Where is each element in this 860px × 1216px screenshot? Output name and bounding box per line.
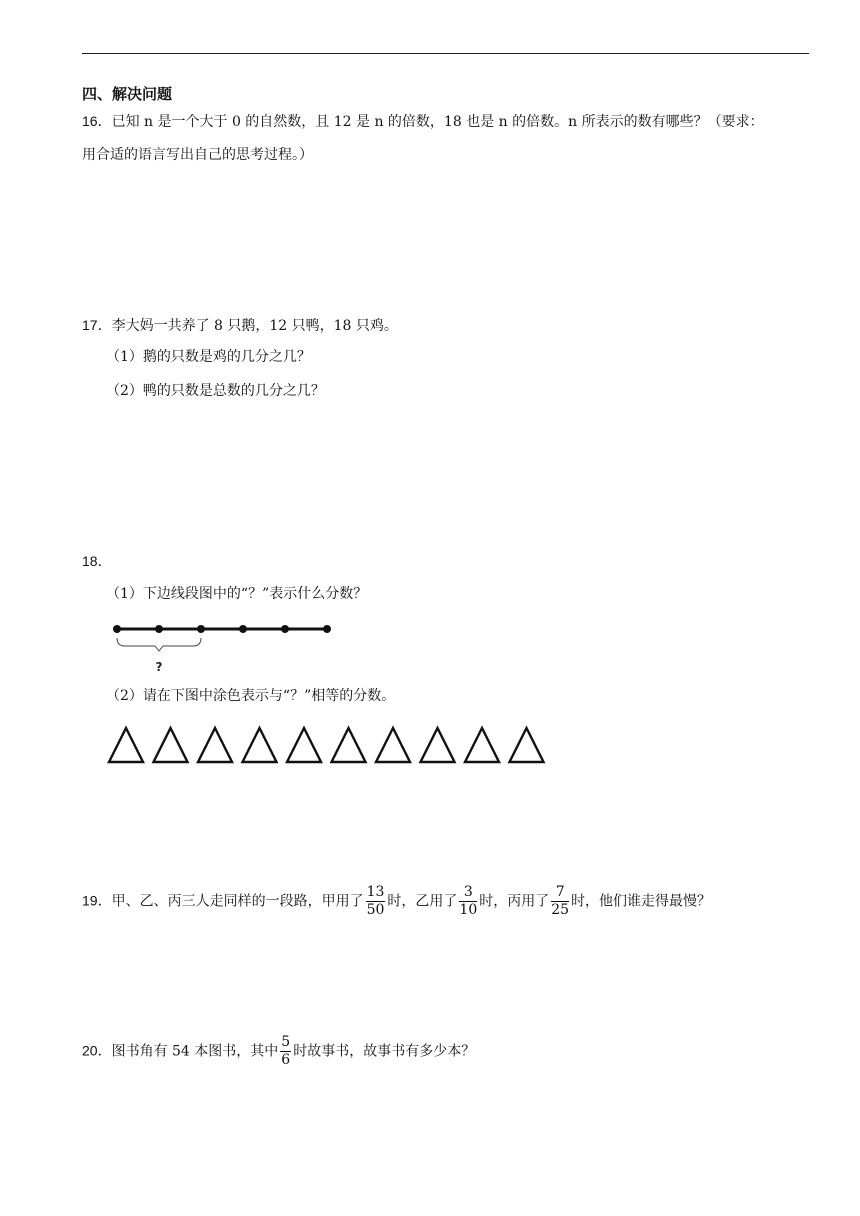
segment-point [323,625,331,633]
question-20 [82,1034,475,1069]
question-17-sub-2: （2）鸭的只数是总数的几分之几？ [106,383,325,399]
question-19 [82,884,711,919]
question-16-text: 已知 n 是一个大于 0 的自然数，且 12 是 n 的倍数，18 也是 n 的倍数。n 所表示的数有哪些？（要求： [111,114,764,130]
fraction-denominator: 6 [281,1052,291,1068]
fraction-numerator: 7 [551,884,569,902]
triangle-shape[interactable] [243,728,277,762]
triangle-row [100,722,560,770]
question-19-text-b: 时，乙用了 [387,893,458,910]
triangle-shape[interactable] [154,728,188,762]
triangle-shape[interactable] [376,728,410,762]
segment-question-mark: ? [155,660,163,674]
segment-point [155,625,163,633]
question-19-text-d: 时，他们谁走得最慢？ [571,893,712,910]
question-17-sub-1: （1）鹅的只数是鸡的几分之几？ [106,349,311,365]
question-18-sub-1: （1）下边线段图中的“？”表示什么分数？ [106,586,368,602]
question-16-line-1 [82,111,764,132]
fraction-5-6 [280,1034,291,1069]
question-20-number: 20． [82,1042,112,1059]
fraction-denominator: 25 [551,902,570,918]
triangle-shape[interactable] [465,728,499,762]
fraction-numerator: 13 [366,884,385,900]
segment-point [239,625,247,633]
segment-diagram [106,616,346,678]
fraction-13-50 [366,884,386,919]
section-title: 四、解决问题 [82,85,173,103]
question-20-text-b: 时故事书，故事书有多少本？ [293,1043,476,1060]
fraction-3-10 [459,884,477,919]
segment-brace [117,638,201,651]
triangle-shape[interactable] [109,728,143,762]
question-19-number: 19． [82,892,112,909]
triangle-shape[interactable] [332,728,366,762]
question-18-number: 18． [82,553,112,569]
fraction-numerator: 5 [281,1034,291,1050]
question-18-sub-2: （2）请在下图中涂色表示与“？”相等的分数。 [106,688,396,704]
question-17-text: 李大妈一共养了 8 只鹅，12 只鸭，18 只鸡。 [111,318,398,334]
question-17 [82,315,398,336]
segment-point [281,625,289,633]
question-16-number: 16． [82,113,112,129]
header-rule [82,53,809,54]
fraction-denominator: 10 [459,902,478,918]
fraction-numerator: 3 [459,884,477,902]
triangle-shape[interactable] [421,728,455,762]
triangle-shape[interactable] [287,728,321,762]
fraction-7-25 [551,884,569,919]
segment-point [197,625,205,633]
question-19-text-c: 时，丙用了 [479,893,550,910]
triangle-shape[interactable] [198,728,232,762]
question-16-line-2: 用合适的语言写出自己的思考过程。） [82,147,313,163]
segment-point [113,625,121,633]
fraction-denominator: 50 [366,902,385,918]
question-20-text-a: 图书角有 54 本图书，其中 [111,1043,279,1060]
question-17-number: 17． [82,317,112,333]
triangle-shape[interactable] [510,728,544,762]
question-19-text-a: 甲、乙、丙三人走同样的一段路，甲用了 [111,893,364,910]
